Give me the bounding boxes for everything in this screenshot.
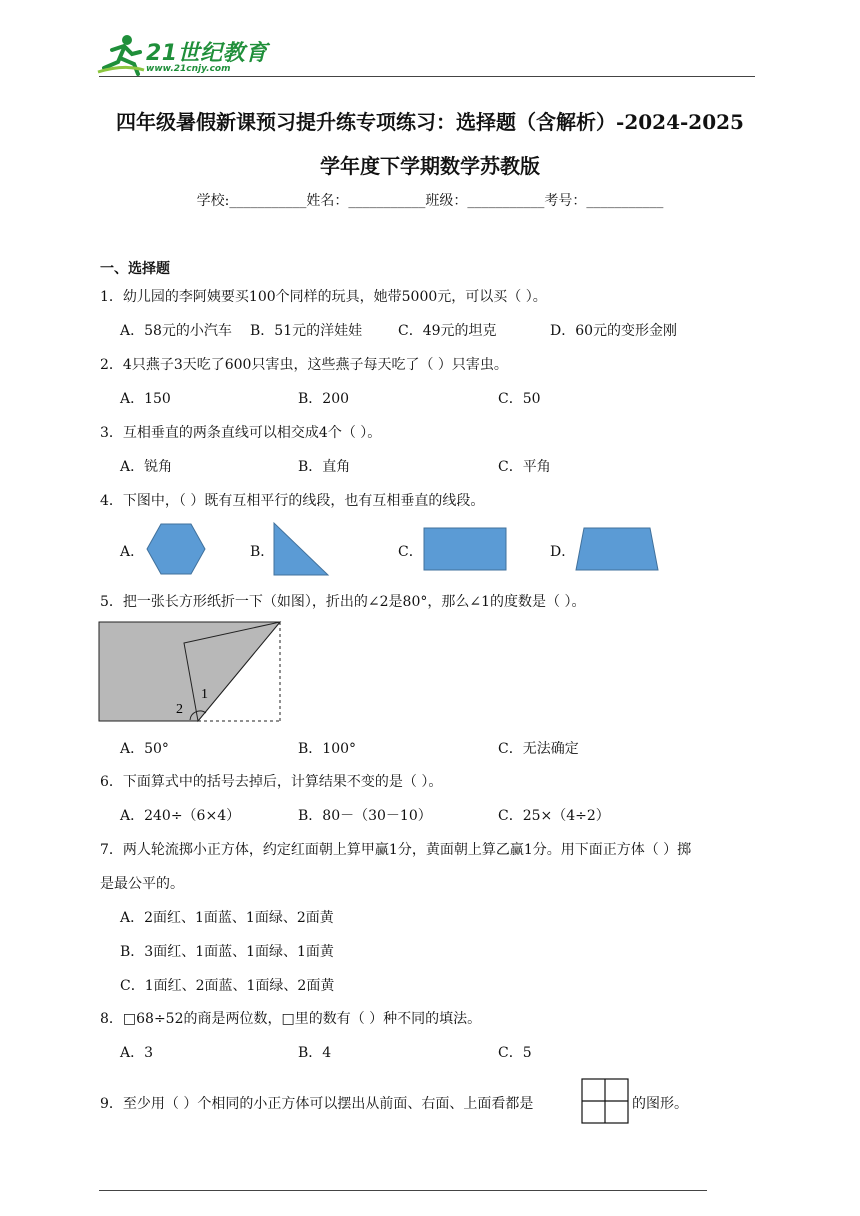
- q1-option-a[interactable]: A．58元的小汽车: [120, 323, 232, 339]
- q4-option-b[interactable]: B．: [250, 544, 275, 560]
- q7-option-b[interactable]: B．3面红、1面蓝、1面绿、1面黄: [120, 944, 334, 960]
- q1-option-b[interactable]: B．51元的洋娃娃: [250, 323, 363, 339]
- q6-option-b[interactable]: B．80－（30－10）: [298, 808, 432, 824]
- question-8-stem: 8．□68÷52的商是两位数，□里的数有（ ）种不同的填法。: [100, 1011, 482, 1027]
- q8-option-a[interactable]: A．3: [120, 1045, 154, 1061]
- q8-option-b[interactable]: B．4: [298, 1045, 332, 1061]
- q5-option-b[interactable]: B．100°: [298, 741, 357, 757]
- angle-2-label: 2: [176, 702, 183, 717]
- q1-option-c[interactable]: C．49元的坦克: [398, 323, 497, 339]
- q5-option-c[interactable]: C．无法确定: [498, 741, 579, 757]
- student-info-fields: 学校:___________姓名：___________班级：___________考号：___________: [196, 193, 664, 209]
- question-1-stem: 1．幼儿园的李阿姨要买100个同样的玩具，她带5000元，可以买（ ）。: [100, 289, 547, 305]
- hexagon-shape: [146, 523, 206, 575]
- question-6-stem: 6．下面算式中的括号去掉后，计算结果不变的是（ ）。: [100, 774, 443, 790]
- section-heading: 一、选择题: [100, 261, 170, 277]
- q3-option-b[interactable]: B．直角: [298, 459, 351, 475]
- q2-option-a[interactable]: A．150: [120, 391, 171, 407]
- q3-option-c[interactable]: C．平角: [498, 459, 551, 475]
- question-2-stem: 2．4只燕子3天吃了600只害虫，这些燕子每天吃了（ ）只害虫。: [100, 357, 508, 373]
- q2-option-b[interactable]: B．200: [298, 391, 350, 407]
- logo-text: 21世纪教育: [146, 41, 268, 66]
- header-divider: [99, 76, 755, 77]
- q2-option-c[interactable]: C．50: [498, 391, 541, 407]
- folded-paper-figure: [98, 621, 284, 723]
- question-5-stem: 5．把一张长方形纸折一下（如图），折出的∠2是80°，那么∠1的度数是（ ）。: [100, 594, 586, 610]
- q5-option-a[interactable]: A．50°: [120, 741, 169, 757]
- q4-option-c[interactable]: C．: [398, 544, 423, 560]
- question-9-stem: 9．至少用（ ）个相同的小正方体可以摆出从前面、右面、上面看都是: [100, 1096, 534, 1112]
- page-title-line2: 学年度下学期数学苏教版: [320, 154, 540, 178]
- footer-divider: [99, 1190, 707, 1191]
- q6-option-a[interactable]: A．240÷（6×4）: [120, 808, 241, 824]
- rectangle-shape: [423, 527, 507, 571]
- q7-option-c[interactable]: C．1面红、2面蓝、1面绿、2面黄: [120, 978, 335, 994]
- question-3-stem: 3．互相垂直的两条直线可以相交成4个（ ）。: [100, 425, 382, 441]
- q1-option-d[interactable]: D．60元的变形金刚: [550, 323, 678, 339]
- q8-option-c[interactable]: C．5: [498, 1045, 532, 1061]
- page-title-line1: 四年级暑假新课预习提升练专项练习：选择题（含解析）-2024-2025: [116, 110, 744, 134]
- q3-option-a[interactable]: A．锐角: [120, 459, 173, 475]
- angle-1-label: 1: [201, 687, 208, 702]
- right-triangle-shape: [272, 521, 330, 577]
- logo-url: www.21cnjy.com: [146, 64, 231, 74]
- question-7-stem-line1: 7．两人轮流掷小正方体，约定红面朝上算甲赢1分，黄面朝上算乙赢1分。用下面正方体（ ）掷: [100, 842, 692, 858]
- q4-option-d[interactable]: D．: [550, 544, 576, 560]
- q4-option-a[interactable]: A．: [120, 544, 145, 560]
- question-4-stem: 4．下图中，（ ）既有互相平行的线段，也有互相垂直的线段。: [100, 493, 485, 509]
- question-9-stem-end: 的图形。: [632, 1096, 688, 1112]
- trapezoid-shape: [574, 527, 660, 571]
- question-7-stem-line2: 是最公平的。: [100, 876, 184, 892]
- q6-option-c[interactable]: C．25×（4÷2）: [498, 808, 610, 824]
- q7-option-a[interactable]: A．2面红、1面蓝、1面绿、2面黄: [120, 910, 334, 926]
- grid-view-figure: [581, 1078, 629, 1124]
